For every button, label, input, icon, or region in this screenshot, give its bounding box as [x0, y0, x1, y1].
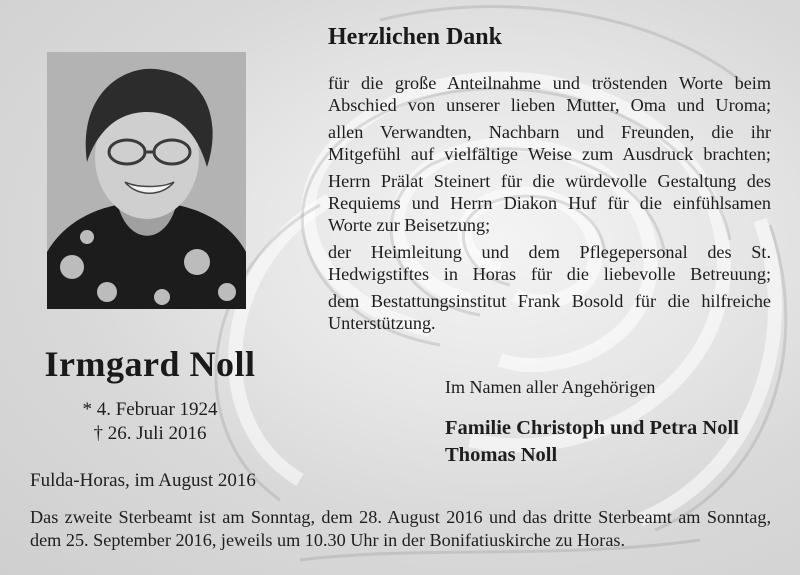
birth-date: * 4. Februar 1924: [82, 399, 218, 420]
family-signature: [445, 415, 739, 469]
death-date: † 26. Juli 2016: [93, 423, 207, 444]
place-date: Fulda-Horas, im August 2016: [30, 470, 256, 491]
thanks-paragraph: dem Bestattungsinstitut Frank Bosold für die hilfreiche Unterstützung.: [328, 291, 771, 333]
thanks-heading: Herzlichen Dank: [328, 24, 502, 50]
thanks-paragraph: allen Verwandten, Nachbarn und Freunden, die ihr Mitgefühl auf vielfältige Weise zum Ausdruck brachten;: [328, 122, 771, 164]
deceased-name: Irmgard Noll: [44, 344, 256, 384]
thanks-text: [328, 72, 771, 339]
family-line: Familie Christoph und Petra Noll: [445, 417, 739, 439]
memorial-mass-note: Das zweite Sterbeamt ist am Sonntag, dem 28. August 2016 und das dritte Sterbeamt am Sonntag, dem 25. September 2016, jeweils um 10.30 Uhr in der Bonifatiuskirche zu Horas.: [30, 507, 771, 550]
portrait-photo: [47, 52, 246, 309]
thanks-paragraph: für die große Anteilnahme und tröstenden Worte beim Abschied von unserer lieben Mutter, Oma und Uroma;: [328, 73, 771, 115]
family-line: Thomas Noll: [445, 444, 558, 466]
life-dates: [30, 398, 270, 446]
thanks-paragraph: der Heimleitung und dem Pflegepersonal des St. Hedwigstiftes in Horas für die liebevolle Betreuung;: [328, 242, 771, 284]
signoff: Im Namen aller Angehörigen: [445, 377, 656, 397]
thanks-paragraph: Herrn Prälat Steinert für die würdevolle Gestaltung des Requiems und Herrn Diakon Huf für die einfühlsamen Worte zur Beisetzung;: [328, 171, 771, 235]
